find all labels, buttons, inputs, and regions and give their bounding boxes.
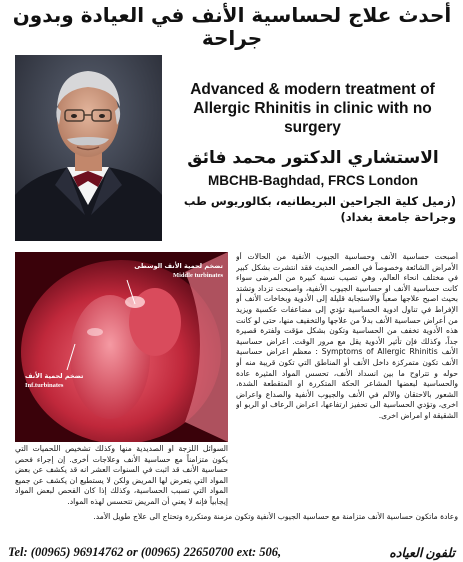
doctor-photo — [15, 55, 162, 241]
nasal-endoscopy-illustration — [15, 252, 228, 442]
label-inferior-turbinates-en: Inf.turbinates — [25, 382, 64, 389]
article-paragraph: وعادة ماتكون حساسية الأنف متزامنة مع حساسية الجيوب الأنفية وتكون مزمنة ومتكررة وتحتاج الى علاج طويل الأمد. — [93, 512, 458, 521]
headline-english: Advanced & modern treatment of Allergic Rhinitis in clinic with no surgery — [190, 81, 435, 136]
article-paragraph: أصبحت حساسية الأنف وحساسية الجيوب الأنفية من الحالات أو الأمراض الشائعة وخصوصاً في العصر الحديث فقد انتشرت بشكل كبير في مختلف انحاء العالم، وهي تصيب نسبة كبيرة من المرضى سواء كانت حساسية الأنف او حساسية الجيوب الأنفية، واصبحت تزداد وتشتد بحيث اصبح علاجها صعباً والاستجابة قليلة إلى الأدوية وبخاخات الأنف أو الإفراط في تناول ادوية الحساسية تؤدي إلى مضاعفات عكسية ويزيد من أعراض حساسية الأنف بدلاً من علاجها والتخفيف منها، حتى لو كانت هذه الأدوية تخفف من الحساسية وتكون بشكل مؤقت ولفترة قصيرة جداً، وكذلك فإن تأثير الأدوية يقل مع مرور الوقت. اعراض حساسية الأنف Symptoms of Allergic Rhinitis : معظم اعراض حساسية الأنف تكون متمركزة داخل الأنف أو المناطق التي تكون قريبة منه أو حوله و تتراوح ما بين انسداد الأنف، تحسس المواد المثيرة عادة والحساسية لبعضها المشاعر الحكة المتكررة او المتقطعة الشدة، الشعور بالاحتقان والالم في الأنف والجيوب الأنفية والصداع واعراض اخرى، وتؤدي الحساسية الى تحفيز ارتفاعها، اعراض الرعاف او الربو او الشقيقة او امراض اخرى. — [236, 252, 458, 420]
article-column-right — [236, 252, 458, 542]
label-middle-turbinates-en: Middle turbinates — [172, 272, 223, 279]
label-middle-turbinates-ar: تضخم لحمية الأنف الوسطى — [134, 262, 223, 270]
clinic-phone-label-ar: تلفون العياده — [389, 545, 455, 560]
article-bottom-text — [15, 512, 458, 542]
doctor-affiliation: (زميل كلية الجراحين البريطانيه، بكالوريوس طب وجراحة جامعة بغداد) — [183, 194, 456, 224]
doctor-name: الاستشاري الدكتور محمد فائق — [187, 148, 439, 168]
doctor-credentials: MBCHB-Baghdad, FRCS London — [208, 173, 418, 188]
endoscopy-image — [15, 252, 228, 442]
headline-arabic: أحدث علاج لحساسية الأنف في العيادة وبدون جراحة — [12, 3, 452, 50]
label-inferior-turbinates-ar: تضخم لحمية الأنف — [25, 372, 84, 380]
contact-footer — [0, 543, 463, 562]
doctor-portrait-illustration — [15, 55, 162, 241]
article-paragraph: السوائل اللزجة او الصديدية منها وكذلك تشخيص اللحميات التي يكون متزامناً مع حساسية الأنف وعلاجات أخرى. إن إجراء فحص حساسية الأنف قد اثبت في السنوات العشر انه قد يكشف عن بعض المواد التي يتعرض لها المريض ولكن لا يستطيع ان يكشف عن جميع المواد التي تسبب الحساسية، وكذلك إذا كان الفحص لبعض المواد إيجابياً فإنه لا يعني أن المريض تتحسس لهذه المواد. — [15, 444, 228, 506]
clinic-phone-numbers: Tel: (00965) 96914762 or (00965) 22650700 ext: 506, — [8, 545, 282, 559]
